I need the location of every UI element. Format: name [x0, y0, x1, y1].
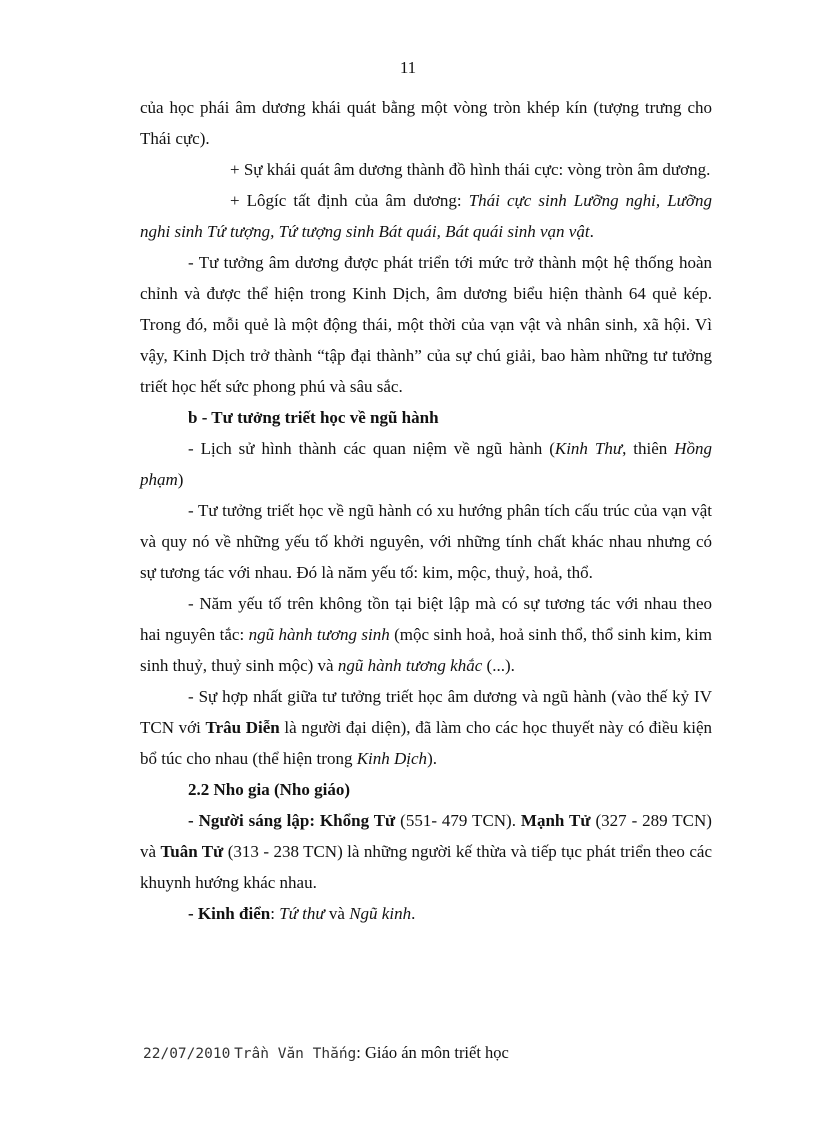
text-run: (313 - 238 TCN) là những người kế thừa và tiếp tục phát triển theo các khuynh hướng khác nhau. — [140, 842, 713, 892]
paragraph — [140, 898, 712, 929]
paragraph — [140, 495, 712, 588]
italic-text: Hồng phạm — [140, 439, 713, 489]
paragraph — [140, 774, 712, 805]
bold-text: Mạnh Tử — [520, 811, 591, 830]
paragraph — [140, 154, 712, 185]
bold-text: Trâu Diễn — [205, 718, 280, 737]
text-run: - Tư tưởng âm dương được phát triển tới mức trở thành một hệ thống hoàn chỉnh và được thể hiện trong Kinh Dịch, âm dương biểu hiện thành 64 quẻ kép. Trong đó, mỗi quẻ là một động thái, một thời của vạn vật và nhân sinh, xã hội. Vì vậy, Kinh Dịch trở thành “tập đại thành” của sự chú giải, bao hàm những tư tưởng triết học hết sức phong phú và sâu sắc. — [140, 253, 712, 396]
italic-text: Tứ thư — [279, 904, 325, 923]
italic-text: Thái cực sinh Lưỡng nghi, Lưỡng nghi sinh Tứ tượng, Tứ tượng sinh Bát quái, Bát quái sinh vạn vật — [140, 191, 713, 241]
document-body — [140, 92, 712, 929]
text-run: (...). — [482, 656, 515, 675]
bold-text: - Người sáng lập: Khổng Tử — [188, 811, 396, 830]
text-run: ). — [427, 749, 437, 768]
paragraph — [140, 185, 712, 247]
text-run: . — [411, 904, 416, 923]
bold-text: Tuân Tử — [160, 842, 224, 861]
text-run: là người đại diện), đã làm cho các học thuyết này có điều kiện bổ túc cho nhau (thể hiện trong — [140, 718, 712, 768]
bold-text: b - Tư tưởng triết học về ngũ hành — [188, 408, 439, 427]
italic-text: Kinh Thư — [554, 439, 623, 458]
text-run: . — [589, 222, 594, 241]
bold-text: 2.2 Nho gia (Nho giáo) — [188, 780, 350, 799]
footer-title: Giáo án môn triết học — [360, 1043, 509, 1062]
text-run: : — [270, 904, 280, 923]
text-run: ) — [177, 470, 184, 489]
page-footer — [143, 1043, 509, 1063]
paragraph — [140, 247, 712, 402]
text-run: - Tư tưởng triết học về ngũ hành có xu hướng phân tích cấu trúc của vạn vật và quy nó về những yếu tố khởi nguyên, với những tính chất khác nhau nhưng có sự tương tác với nhau. Đó là năm yếu tố: kim, mộc, thuỷ, hoả, thổ. — [140, 501, 712, 582]
text-run: (327 - 289 TCN) và — [140, 811, 712, 861]
text-run: - Năm yếu tố trên không tồn tại biệt lập mà có sự tương tác với nhau theo hai nguyên tắc: — [140, 594, 712, 644]
paragraph — [140, 433, 712, 495]
text-run: , thiên — [622, 439, 675, 458]
text-run: (mộc sinh hoả, hoả sinh thổ, thổ sinh kim, kim sinh thuỷ, thuỷ sinh mộc) và — [140, 625, 712, 675]
footer-date: 22/07/2010 — [143, 1046, 231, 1062]
text-run: + Lôgíc tất định của âm dương: — [230, 191, 469, 210]
italic-text: ngũ hành tương khắc — [337, 656, 483, 675]
italic-text: Ngũ kinh — [349, 904, 412, 923]
paragraph — [140, 681, 712, 774]
footer-author: Trần Văn Thắng — [234, 1046, 357, 1062]
footer-separator: : — [356, 1043, 361, 1062]
text-run: - Sự hợp nhất giữa tư tưởng triết học âm dương và ngũ hành (vào thế kỷ IV TCN với — [140, 687, 712, 737]
bold-text: - Kinh điển — [188, 904, 271, 923]
text-run: và — [324, 904, 350, 923]
text-run: + Sự khái quát âm dương thành đồ hình thái cực: vòng tròn âm dương. — [230, 160, 711, 179]
text-run: (551- 479 TCN). — [395, 811, 521, 830]
italic-text: Kinh Dịch — [356, 749, 428, 768]
text-run: của học phái âm dương khái quát bằng một vòng tròn khép kín (tượng trưng cho Thái cực). — [140, 98, 712, 148]
paragraph — [140, 588, 712, 681]
page-number: 11 — [399, 58, 417, 77]
paragraph — [140, 805, 712, 898]
text-run: - Lịch sử hình thành các quan niệm về ngũ hành ( — [188, 439, 555, 458]
paragraph — [140, 402, 712, 433]
italic-text: ngũ hành tương sinh — [248, 625, 390, 644]
paragraph — [140, 92, 712, 154]
